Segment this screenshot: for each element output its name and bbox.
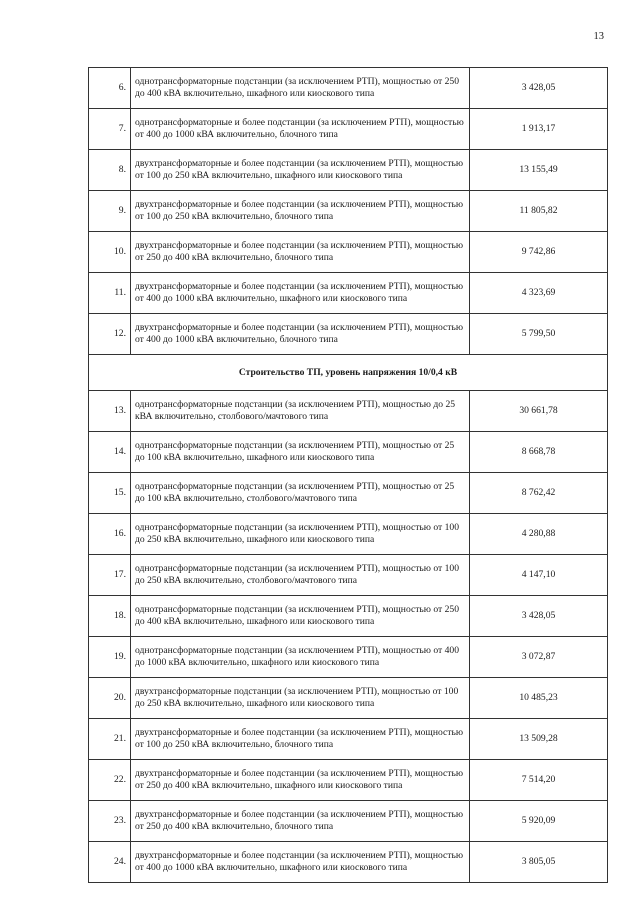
row-value: 3 428,05: [470, 68, 608, 109]
table-row: [89, 678, 608, 719]
row-value: 10 485,23: [470, 678, 608, 719]
row-number: 9.: [89, 191, 131, 232]
table-row: [89, 191, 608, 232]
tariff-table: [88, 67, 608, 883]
table-row: [89, 842, 608, 883]
row-number: 7.: [89, 109, 131, 150]
table-row: [89, 109, 608, 150]
table-row: [89, 637, 608, 678]
table-row: [89, 514, 608, 555]
row-number: 10.: [89, 232, 131, 273]
row-value: 30 661,78: [470, 391, 608, 432]
row-description: однотрансформаторные подстанции (за исключением РТП), мощностью до 25 кВА включительно, столбового/мачтового типа: [131, 391, 470, 432]
row-description: двухтрансформаторные и более подстанции (за исключением РТП), мощностью от 250 до 400 кВА включительно, шкафного или киоскового типа: [131, 760, 470, 801]
table-row: [89, 719, 608, 760]
row-description: однотрансформаторные подстанции (за исключением РТП), мощностью от 100 до 250 кВА включительно, шкафного или киоскового типа: [131, 514, 470, 555]
table-row: [89, 596, 608, 637]
row-value: 3 428,05: [470, 596, 608, 637]
row-value: 4 147,10: [470, 555, 608, 596]
row-description: однотрансформаторные подстанции (за исключением РТП), мощностью от 25 до 100 кВА включительно, шкафного или киоскового типа: [131, 432, 470, 473]
table-row: [89, 760, 608, 801]
row-description: двухтрансформаторные и более подстанции (за исключением РТП), мощностью от 400 до 1000 кВА включительно, блочного типа: [131, 314, 470, 355]
row-number: 24.: [89, 842, 131, 883]
section-header-row: [89, 355, 608, 391]
row-number: 18.: [89, 596, 131, 637]
row-description: двухтрансформаторные и более подстанции (за исключением РТП), мощностью от 250 до 400 кВА включительно, блочного типа: [131, 801, 470, 842]
table-row: [89, 273, 608, 314]
row-description: однотрансформаторные подстанции (за исключением РТП), мощностью от 250 до 400 кВА включительно, шкафного или киоскового типа: [131, 596, 470, 637]
row-value: 8 762,42: [470, 473, 608, 514]
row-value: 8 668,78: [470, 432, 608, 473]
row-description: двухтрансформаторные и более подстанции (за исключением РТП), мощностью от 100 до 250 кВА включительно, блочного типа: [131, 191, 470, 232]
row-number: 13.: [89, 391, 131, 432]
row-number: 8.: [89, 150, 131, 191]
row-description: двухтрансформаторные и более подстанции (за исключением РТП), мощностью от 250 до 400 кВА включительно, блочного типа: [131, 232, 470, 273]
row-number: 15.: [89, 473, 131, 514]
row-description: двухтрансформаторные и более подстанции (за исключением РТП), мощностью от 400 до 1000 кВА включительно, шкафного или киоскового типа: [131, 273, 470, 314]
table-row: [89, 801, 608, 842]
row-value: 13 155,49: [470, 150, 608, 191]
row-number: 20.: [89, 678, 131, 719]
row-value: 1 913,17: [470, 109, 608, 150]
table-body-bottom: [89, 391, 608, 883]
page-number: 13: [593, 31, 604, 42]
table-row: [89, 68, 608, 109]
table-row: [89, 555, 608, 596]
row-number: 16.: [89, 514, 131, 555]
table-row: [89, 232, 608, 273]
row-value: 5 920,09: [470, 801, 608, 842]
row-description: однотрансформаторные подстанции (за исключением РТП), мощностью от 100 до 250 кВА включительно, столбового/мачтового типа: [131, 555, 470, 596]
table-body-top: [89, 68, 608, 355]
table-row: [89, 432, 608, 473]
row-value: 5 799,50: [470, 314, 608, 355]
table-row: [89, 314, 608, 355]
row-value: 7 514,20: [470, 760, 608, 801]
row-number: 23.: [89, 801, 131, 842]
row-description: однотрансформаторные и более подстанции (за исключением РТП), мощностью от 400 до 1000 кВА включительно, блочного типа: [131, 109, 470, 150]
row-number: 12.: [89, 314, 131, 355]
row-description: двухтрансформаторные и более подстанции (за исключением РТП), мощностью от 100 до 250 кВА включительно, шкафного или киоскового типа: [131, 150, 470, 191]
row-number: 6.: [89, 68, 131, 109]
row-number: 21.: [89, 719, 131, 760]
row-description: однотрансформаторные подстанции (за исключением РТП), мощностью от 25 до 100 кВА включительно, столбового/мачтового типа: [131, 473, 470, 514]
row-description: двухтрансформаторные подстанции (за исключением РТП), мощностью от 100 до 250 кВА включительно, шкафного или киоскового типа: [131, 678, 470, 719]
row-number: 14.: [89, 432, 131, 473]
row-value: 3 072,87: [470, 637, 608, 678]
row-value: 9 742,86: [470, 232, 608, 273]
row-number: 22.: [89, 760, 131, 801]
row-description: однотрансформаторные подстанции (за исключением РТП), мощностью от 250 до 400 кВА включительно, шкафного или киоскового типа: [131, 68, 470, 109]
row-description: двухтрансформаторные и более подстанции (за исключением РТП), мощностью от 100 до 250 кВА включительно, блочного типа: [131, 719, 470, 760]
row-value: 11 805,82: [470, 191, 608, 232]
row-value: 13 509,28: [470, 719, 608, 760]
row-value: 3 805,05: [470, 842, 608, 883]
table-row: [89, 473, 608, 514]
table-row: [89, 391, 608, 432]
row-value: 4 280,88: [470, 514, 608, 555]
table-row: [89, 150, 608, 191]
row-description: однотрансформаторные подстанции (за исключением РТП), мощностью от 400 до 1000 кВА включительно, шкафного или киоскового типа: [131, 637, 470, 678]
table-section: [89, 355, 608, 391]
row-number: 19.: [89, 637, 131, 678]
row-number: 17.: [89, 555, 131, 596]
section-title: Строительство ТП, уровень напряжения 10/0,4 кВ: [89, 355, 608, 391]
row-description: двухтрансформаторные и более подстанции (за исключением РТП), мощностью от 400 до 1000 кВА включительно, шкафного или киоскового типа: [131, 842, 470, 883]
row-number: 11.: [89, 273, 131, 314]
row-value: 4 323,69: [470, 273, 608, 314]
